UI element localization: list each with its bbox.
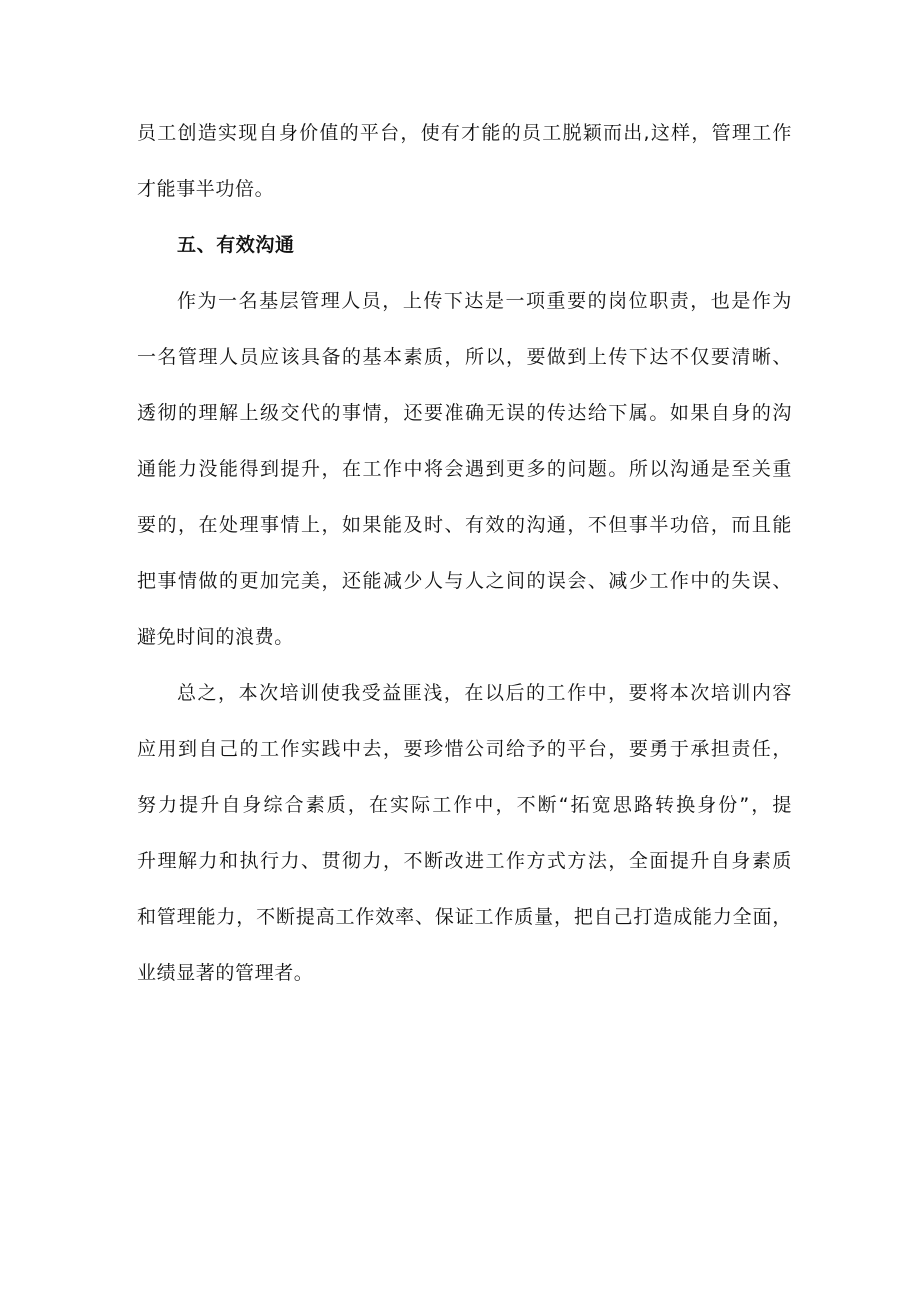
paragraph-line: 员工创造实现自身价值的平台，使有才能的员工脱颖而出,这样，管理工作 [137, 122, 792, 144]
paragraph-line: 应用到自己的工作实践中去，要珍惜公司给予的平台，要勇于承担责任， [137, 738, 792, 760]
paragraph-line: 和管理能力，不断提高工作效率、保证工作质量，把自己打造成能力全面， [137, 906, 792, 928]
paragraph-line: 一名管理人员应该具备的基本素质，所以，要做到上传下达不仅要清晰、 [137, 346, 792, 368]
paragraph-effective-communication [137, 282, 792, 656]
paragraph-line: 把事情做的更加完美，还能减少人与人之间的误会、减少工作中的失误、 [137, 570, 792, 592]
document-body [137, 114, 792, 1010]
paragraph-conclusion [137, 674, 792, 992]
section-heading-block [137, 226, 792, 264]
paragraph-line: 避免时间的浪费。 [137, 626, 294, 648]
paragraph-line: 努力提升自身综合素质，在实际工作中，不断“拓宽思路转换身份”，提 [137, 794, 792, 816]
paragraph-line: 才能事半功倍。 [137, 178, 275, 200]
paragraph-line: 作为一名基层管理人员，上传下达是一项重要的岗位职责，也是作为 [177, 290, 792, 312]
paragraph-line: 通能力没能得到提升，在工作中将会遇到更多的问题。所以沟通是至关重 [137, 458, 792, 480]
paragraph-line: 要的，在处理事情上，如果能及时、有效的沟通，不但事半功倍，而且能 [137, 514, 792, 536]
paragraph-line: 业绩显著的管理者。 [137, 962, 314, 984]
paragraph-line: 总之，本次培训使我受益匪浅，在以后的工作中，要将本次培训内容 [177, 682, 792, 704]
paragraph-line: 升理解力和执行力、贯彻力，不断改进工作方式方法，全面提升自身素质 [137, 850, 792, 872]
paragraph-line: 透彻的理解上级交代的事情，还要准确无误的传达给下属。如果自身的沟 [137, 402, 792, 424]
section-heading: 五、有效沟通 [177, 234, 295, 256]
paragraph-continued [137, 114, 792, 208]
